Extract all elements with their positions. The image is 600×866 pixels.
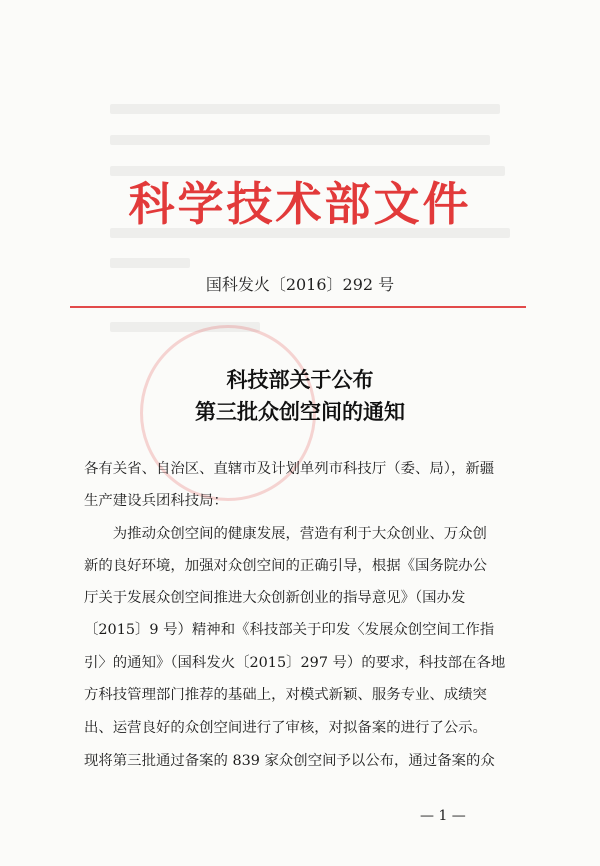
header-red-rule — [70, 306, 526, 308]
paragraph-line: 出、运营良好的众创空间进行了审核，对拟备案的进行了公示。 — [84, 720, 487, 736]
paragraph-line: 现将第三批通过备案的 839 家众创空间予以公布，通过备案的众 — [84, 753, 495, 769]
bleed-through-line — [110, 104, 500, 114]
addressee-line-2: 生产建设兵团科技局： — [84, 493, 228, 509]
paragraph-line: 方科技管理部门推荐的基础上，对模式新颖、服务专业、成绩突 — [84, 687, 487, 703]
bleed-through-line — [110, 135, 490, 145]
notice-title-line-1: 科技部关于公布 — [226, 368, 374, 392]
paragraph-line: 厅关于发展众创空间推进大众创新创业的指导意见》（国办发 — [84, 590, 466, 606]
paragraph-line: 引〉的通知》（国科发火〔2015〕297 号）的要求，科技部在各地 — [84, 655, 506, 671]
page-number: — 1 — — [420, 808, 466, 824]
addressee-line-1: 各有关省、自治区、直辖市及计划单列市科技厅（委、局），新疆 — [84, 461, 495, 477]
notice-title-line-2: 第三批众创空间的通知 — [195, 400, 405, 424]
bleed-through-line — [110, 258, 190, 268]
paragraph-line: 新的良好环境，加强对众创空间的正确引导，根据《国务院办公 — [84, 558, 487, 574]
document-header-title: 科学技术部文件 — [128, 177, 472, 231]
paragraph-line: 〔2015〕9 号）精神和《科技部关于印发〈发展众创空间工作指 — [84, 622, 495, 638]
paragraph-line: 为推动众创空间的健康发展，营造有利于大众创业、万众创 — [84, 526, 487, 542]
document-number: 国科发火〔2016〕292 号 — [205, 275, 395, 294]
